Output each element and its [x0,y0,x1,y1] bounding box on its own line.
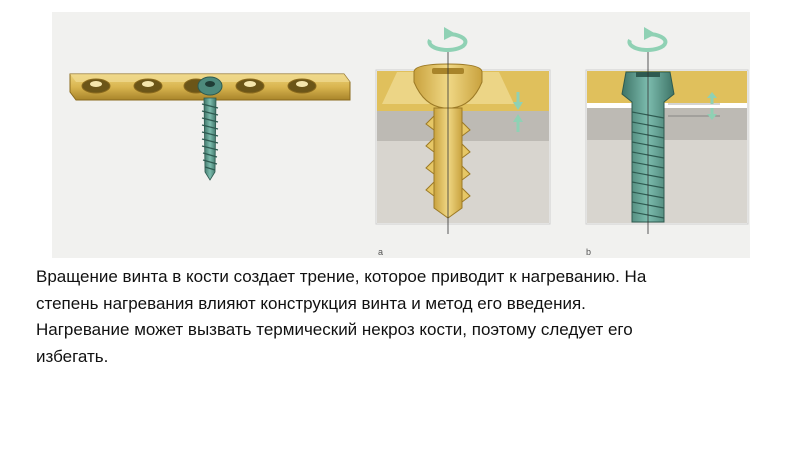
screw-illustration [52,12,750,258]
caption-line-1: Вращение винта в кости создает трение, которое приводит к нагреванию. На [36,267,647,286]
panel-b-diagram [586,27,748,257]
caption-line-2: степень нагревания влияют конструкция винта и метод его введения. [36,293,586,313]
rotation-arrow-icon [429,27,465,50]
bone-plate-with-screw [70,74,350,180]
panel-a-diagram [376,27,550,257]
panel-b-label: b [586,247,592,257]
caption-text [36,264,776,370]
caption-line-3: Нагревание может вызвать термический некроз кости, поэтому следует его [36,320,633,339]
rotation-arrow-icon [629,27,665,50]
panel-a-label: a [378,247,384,257]
caption-line-4: избегать. [36,346,109,366]
